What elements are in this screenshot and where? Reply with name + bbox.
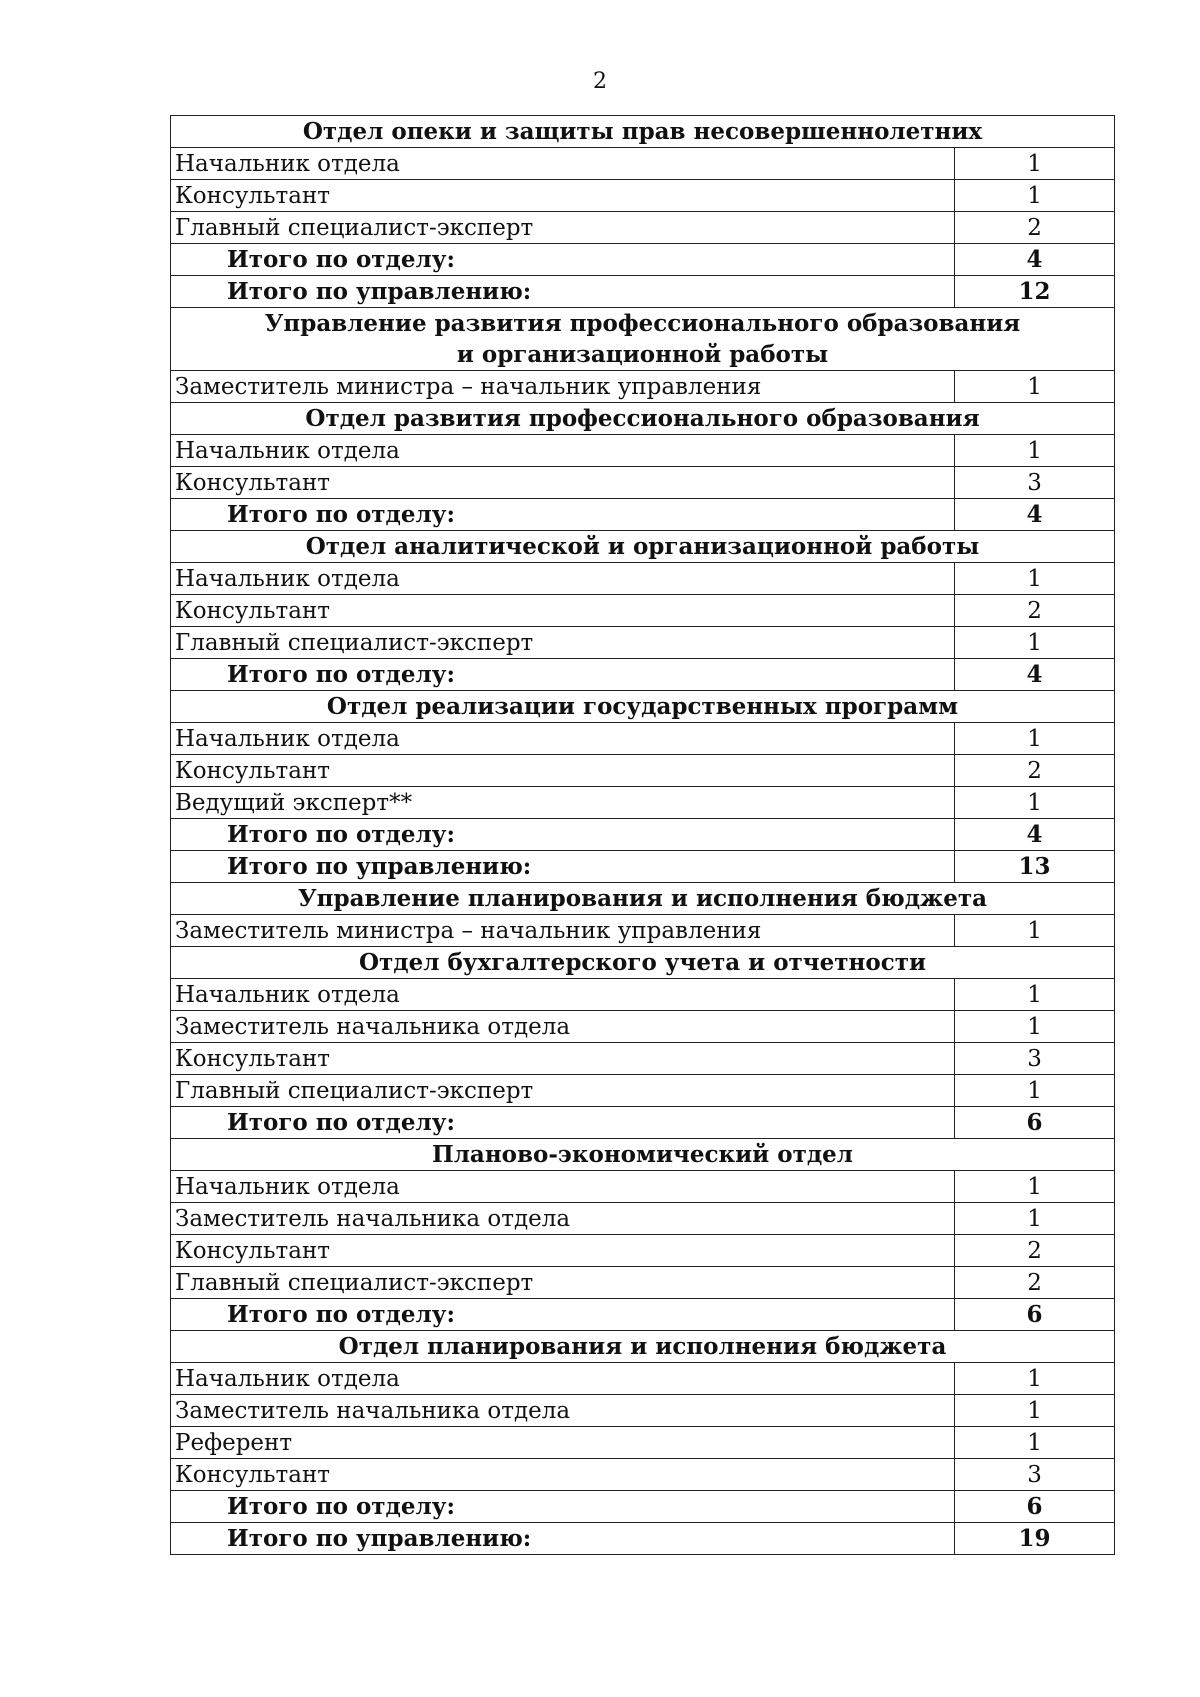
staffing-table [170,115,1115,1555]
total-count: 4 [955,244,1115,276]
position-name: Консультант [171,180,955,212]
position-name: Заместитель начальника отдела [171,1011,955,1043]
position-count: 2 [955,1235,1115,1267]
total-row [171,276,1115,308]
position-count: 3 [955,1459,1115,1491]
total-label: Итого по управлению: [171,851,955,883]
position-name: Начальник отдела [171,563,955,595]
position-row [171,787,1115,819]
position-row [171,1075,1115,1107]
position-name: Начальник отдела [171,148,955,180]
position-name: Заместитель начальника отдела [171,1395,955,1427]
position-row [171,1203,1115,1235]
section-heading-row [171,947,1115,979]
position-count: 2 [955,212,1115,244]
total-row [171,1299,1115,1331]
position-row [171,1267,1115,1299]
section-heading: Отдел аналитической и организационной работы [171,531,1115,563]
staffing-table-body [171,116,1115,1555]
position-row [171,1171,1115,1203]
position-row [171,563,1115,595]
position-count: 1 [955,1075,1115,1107]
position-row [171,1011,1115,1043]
total-count: 4 [955,659,1115,691]
position-row [171,627,1115,659]
total-count: 19 [955,1523,1115,1555]
position-row [171,1235,1115,1267]
section-heading-row [171,116,1115,148]
total-row [171,819,1115,851]
position-name: Начальник отдела [171,1363,955,1395]
position-count: 1 [955,371,1115,403]
position-name: Консультант [171,467,955,499]
position-name: Главный специалист-эксперт [171,212,955,244]
position-name: Начальник отдела [171,435,955,467]
position-row [171,212,1115,244]
position-row [171,1363,1115,1395]
total-label: Итого по отделу: [171,244,955,276]
position-row [171,435,1115,467]
position-row [171,467,1115,499]
total-label: Итого по отделу: [171,1299,955,1331]
position-name: Консультант [171,1235,955,1267]
position-name: Главный специалист-эксперт [171,1267,955,1299]
position-count: 1 [955,180,1115,212]
total-label: Итого по отделу: [171,1491,955,1523]
position-name: Заместитель начальника отдела [171,1203,955,1235]
position-count: 1 [955,1011,1115,1043]
page-number: 2 [593,69,607,94]
position-name: Главный специалист-эксперт [171,1075,955,1107]
position-count: 1 [955,435,1115,467]
total-row [171,1491,1115,1523]
section-heading: Отдел бухгалтерского учета и отчетности [171,947,1115,979]
section-heading-line: Управление развития профессионального образования [264,310,1021,337]
position-name: Заместитель министра – начальник управления [171,915,955,947]
total-label: Итого по отделу: [171,1107,955,1139]
position-count: 3 [955,1043,1115,1075]
total-row [171,851,1115,883]
total-label: Итого по отделу: [171,659,955,691]
position-count: 1 [955,1427,1115,1459]
position-count: 2 [955,595,1115,627]
position-name: Начальник отдела [171,979,955,1011]
position-count: 1 [955,1395,1115,1427]
total-row [171,1523,1115,1555]
section-heading: Отдел реализации государственных программ [171,691,1115,723]
total-row [171,499,1115,531]
position-count: 1 [955,915,1115,947]
total-count: 6 [955,1299,1115,1331]
section-heading-row [171,1331,1115,1363]
total-count: 6 [955,1491,1115,1523]
position-name: Начальник отдела [171,723,955,755]
position-count: 1 [955,787,1115,819]
position-name: Консультант [171,755,955,787]
position-row [171,723,1115,755]
section-heading [171,308,1115,371]
section-heading-row [171,308,1115,371]
position-row [171,180,1115,212]
total-label: Итого по отделу: [171,499,955,531]
section-heading: Отдел планирования и исполнения бюджета [171,1331,1115,1363]
position-row [171,371,1115,403]
position-count: 2 [955,755,1115,787]
position-row [171,1459,1115,1491]
position-count: 1 [955,1203,1115,1235]
section-heading-row [171,1139,1115,1171]
position-count: 1 [955,1363,1115,1395]
position-row [171,755,1115,787]
position-name: Главный специалист-эксперт [171,627,955,659]
total-row [171,1107,1115,1139]
position-name: Заместитель министра – начальник управления [171,371,955,403]
section-heading-row [171,403,1115,435]
total-label: Итого по управлению: [171,276,955,308]
position-count: 1 [955,563,1115,595]
position-count: 1 [955,148,1115,180]
section-heading-row [171,531,1115,563]
position-row [171,1427,1115,1459]
position-row [171,1395,1115,1427]
total-row [171,244,1115,276]
section-heading: Отдел опеки и защиты прав несовершеннолетних [171,116,1115,148]
position-count: 3 [955,467,1115,499]
total-count: 13 [955,851,1115,883]
position-count: 1 [955,1171,1115,1203]
total-count: 6 [955,1107,1115,1139]
position-name: Референт [171,1427,955,1459]
section-heading: Планово-экономический отдел [171,1139,1115,1171]
position-row [171,595,1115,627]
total-count: 4 [955,819,1115,851]
section-heading: Отдел развития профессионального образования [171,403,1115,435]
position-row [171,979,1115,1011]
position-name: Ведущий эксперт** [171,787,955,819]
total-row [171,659,1115,691]
position-name: Консультант [171,595,955,627]
total-count: 4 [955,499,1115,531]
position-row [171,1043,1115,1075]
total-count: 12 [955,276,1115,308]
section-heading: Управление планирования и исполнения бюджета [171,883,1115,915]
position-count: 2 [955,1267,1115,1299]
section-heading-line: и организационной работы [456,341,829,368]
total-label: Итого по отделу: [171,819,955,851]
position-count: 1 [955,979,1115,1011]
position-count: 1 [955,723,1115,755]
section-heading-row [171,883,1115,915]
position-row [171,148,1115,180]
section-heading-row [171,691,1115,723]
total-label: Итого по управлению: [171,1523,955,1555]
position-count: 1 [955,627,1115,659]
position-row [171,915,1115,947]
position-name: Консультант [171,1459,955,1491]
position-name: Консультант [171,1043,955,1075]
position-name: Начальник отдела [171,1171,955,1203]
